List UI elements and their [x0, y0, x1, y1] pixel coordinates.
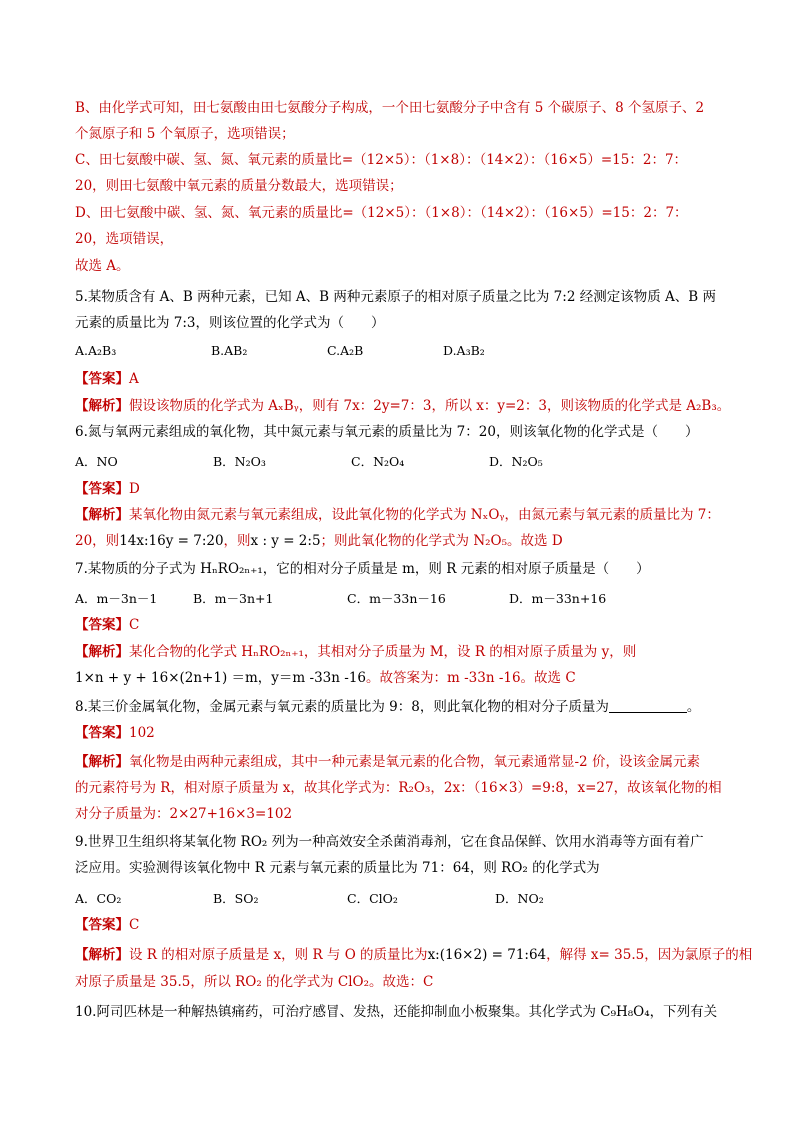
q6-analysis-line2 [75, 531, 563, 551]
q7-option-d: D．m－33n+16 [509, 591, 607, 606]
analysis-text: 某化合物的化学式 HₙRO₂ₙ₊₁，其相对分子质量为 M，设 R 的相对原子质量为 y，则 [129, 644, 637, 660]
analysis-text: 氧化物是由两种元素组成，其中一种元素是氧元素的化合物，氧元素通常显-2 价，设该金属元素 [129, 754, 700, 770]
analysis-tag: 【解析】 [75, 754, 129, 770]
analysis-line-b2: 个氮原子和 5 个氧原子，选项错误； [75, 126, 295, 142]
q8-analysis-line1 [75, 752, 700, 772]
analysis-text: 假设该物质的化学式为 AₓBᵧ，则有 7x：2y=7：3，所以 x：y=2：3，则该物质的化学式是 A₂B₃。 [129, 398, 731, 414]
analysis-tag: 【解析】 [75, 507, 129, 523]
analysis-text: ，解得 x= 35.5，因为氯原子的相 [546, 947, 753, 963]
analysis-tag: 【解析】 [75, 947, 129, 963]
answer-value: C [129, 917, 140, 933]
q7-answer [75, 615, 139, 635]
answer-tag: 【答案】 [75, 917, 129, 933]
q10-stem: 10.阿司匹林是一种解热镇痛药，可治疗感冒、发热，还能抑制血小板聚集。其化学式为 C₉H₈O₄，下列有关 [75, 1004, 718, 1020]
answer-tag: 【答案】 [75, 371, 129, 387]
q9-answer [75, 915, 139, 935]
equation: 1×n + y + 16×(2n+1) ＝m，y＝m -33n -16 [75, 670, 366, 686]
analysis-text: 设 R 的相对原子质量是 x，则 R 与 O 的质量比为 [129, 947, 428, 963]
answer-value: C [129, 617, 140, 633]
q9-stem-line1: 9.世界卫生组织将某氧化物 RO₂ 列为一种高效安全杀菌消毒剂，它在食品保鲜、饮用水消毒等方面有着广 [75, 834, 704, 850]
analysis-text: ；则此氧化物的化学式为 N₂O₅。故选 D [320, 533, 563, 549]
analysis-text: ，则 [223, 533, 251, 549]
q7-option-c: C．m－33n－16 [347, 591, 446, 606]
analysis-tag: 【解析】 [75, 398, 129, 414]
q8-analysis-line3: 对分子质量为：2×27+16×3=102 [75, 806, 293, 822]
q6-option-c: C．N₂O₄ [351, 454, 405, 469]
q5-option-a: A.A₂B₃ [75, 343, 117, 358]
q8-stem-text: 8.某三价金属氧化物，金属元素与氧元素的质量比为 9：8，则此氧化物的相对分子质量为 [75, 699, 609, 715]
equation: x : y = 2:5 [250, 533, 321, 549]
analysis-text: 20，则 [75, 533, 120, 549]
q7-stem: 7.某物质的分子式为 HₙRO₂ₙ₊₁，它的相对分子质量是 m，则 R 元素的相对原子质量是（ ） [75, 561, 650, 577]
q6-stem: 6.氮与氧两元素组成的氧化物，其中氮元素与氧元素的质量比为 7：20，则该氧化物的化学式是（ ） [75, 424, 699, 440]
answer-tag: 【答案】 [75, 481, 129, 497]
q6-analysis-line1 [75, 505, 720, 525]
analysis-line-d2: 20，选项错误， [75, 231, 174, 247]
q5-stem-line2: 元素的质量比为 7:3，则该位置的化学式为（ ） [75, 315, 385, 331]
q7-analysis-line1 [75, 642, 636, 662]
analysis-line-d1: D、田七氨酸中碳、氢、氮、氧元素的质量比=（12×5）：（1×8）：（14×2）：（16×5）=15：2：7： [75, 205, 688, 221]
q5-option-d: D.A₃B₂ [443, 343, 485, 358]
analysis-line-c1: C、田七氨酸中碳、氢、氮、氧元素的质量比=（12×5）：（1×8）：（14×2）：（16×5）=15：2：7： [75, 152, 688, 168]
analysis-line-b1: B、由化学式可知，田七氨酸由田七氨酸分子构成，一个田七氨酸分子中含有 5 个碳原子、8 个氢原子、2 [75, 100, 705, 116]
q9-option-b: B．SO₂ [213, 891, 259, 906]
q5-stem-line1: 5.某物质含有 A、B 两种元素，已知 A、B 两种元素原子的相对原子质量之比为 7:2 经测定该物质 A、B 两 [75, 289, 716, 305]
q7-option-a: A．m－3n－1 [75, 591, 158, 606]
q5-option-c: C.A₂B [327, 343, 364, 358]
q9-analysis-line2: 对原子质量是 35.5，所以 RO₂ 的化学式为 ClO₂。故选：C [75, 974, 434, 990]
q6-option-d: D．N₂O₅ [489, 454, 543, 469]
q9-analysis-line1 [75, 945, 752, 965]
q9-stem-line2: 泛应用。实验测得该氧化物中 R 元素与氧元素的质量比为 71：64，则 RO₂ 的化学式为 [75, 860, 600, 876]
q9-option-c: C．ClO₂ [347, 891, 398, 906]
q6-option-a: A．NO [75, 454, 118, 469]
q7-option-b: B．m－3n+1 [193, 591, 274, 606]
q7-analysis-line2 [75, 668, 576, 688]
analysis-tag: 【解析】 [75, 644, 129, 660]
q9-option-a: A．CO₂ [75, 891, 122, 906]
answer-value: D [129, 481, 140, 497]
analysis-text: 。故答案为：m -33n -16。故选 C [366, 670, 576, 686]
q8-analysis-line2: 的元素符号为 R，相对原子质量为 x，故其化学式为：R₂O₃，2x：（16×3）=9:8，x=27，故该氧化物的相 [75, 780, 722, 796]
equation: x:(16×2) = 71:64 [427, 947, 547, 963]
q8-answer [75, 723, 155, 743]
equation: 14x:16y = 7:20 [119, 533, 224, 549]
q8-stem [75, 697, 700, 717]
answer-blank [609, 698, 687, 713]
q5-answer [75, 369, 139, 389]
q6-answer [75, 479, 140, 499]
analysis-line-c2: 20，则田七氨酸中氧元素的质量分数最大，选项错误； [75, 178, 403, 194]
answer-tag: 【答案】 [75, 725, 129, 741]
q6-option-b: B．N₂O₃ [213, 454, 266, 469]
q8-stem-end: 。 [686, 699, 701, 715]
analysis-choose: 故选 A。 [75, 258, 130, 274]
q5-analysis [75, 396, 730, 416]
analysis-text: 某氧化物由氮元素与氧元素组成，设此氧化物的化学式为 NₓOᵧ，由氮元素与氧元素的质量比为 7： [129, 507, 720, 523]
answer-value: A [129, 371, 139, 387]
answer-value: 102 [129, 725, 155, 741]
q9-option-d: D．NO₂ [495, 891, 544, 906]
answer-tag: 【答案】 [75, 617, 129, 633]
q5-option-b: B.AB₂ [211, 343, 248, 358]
